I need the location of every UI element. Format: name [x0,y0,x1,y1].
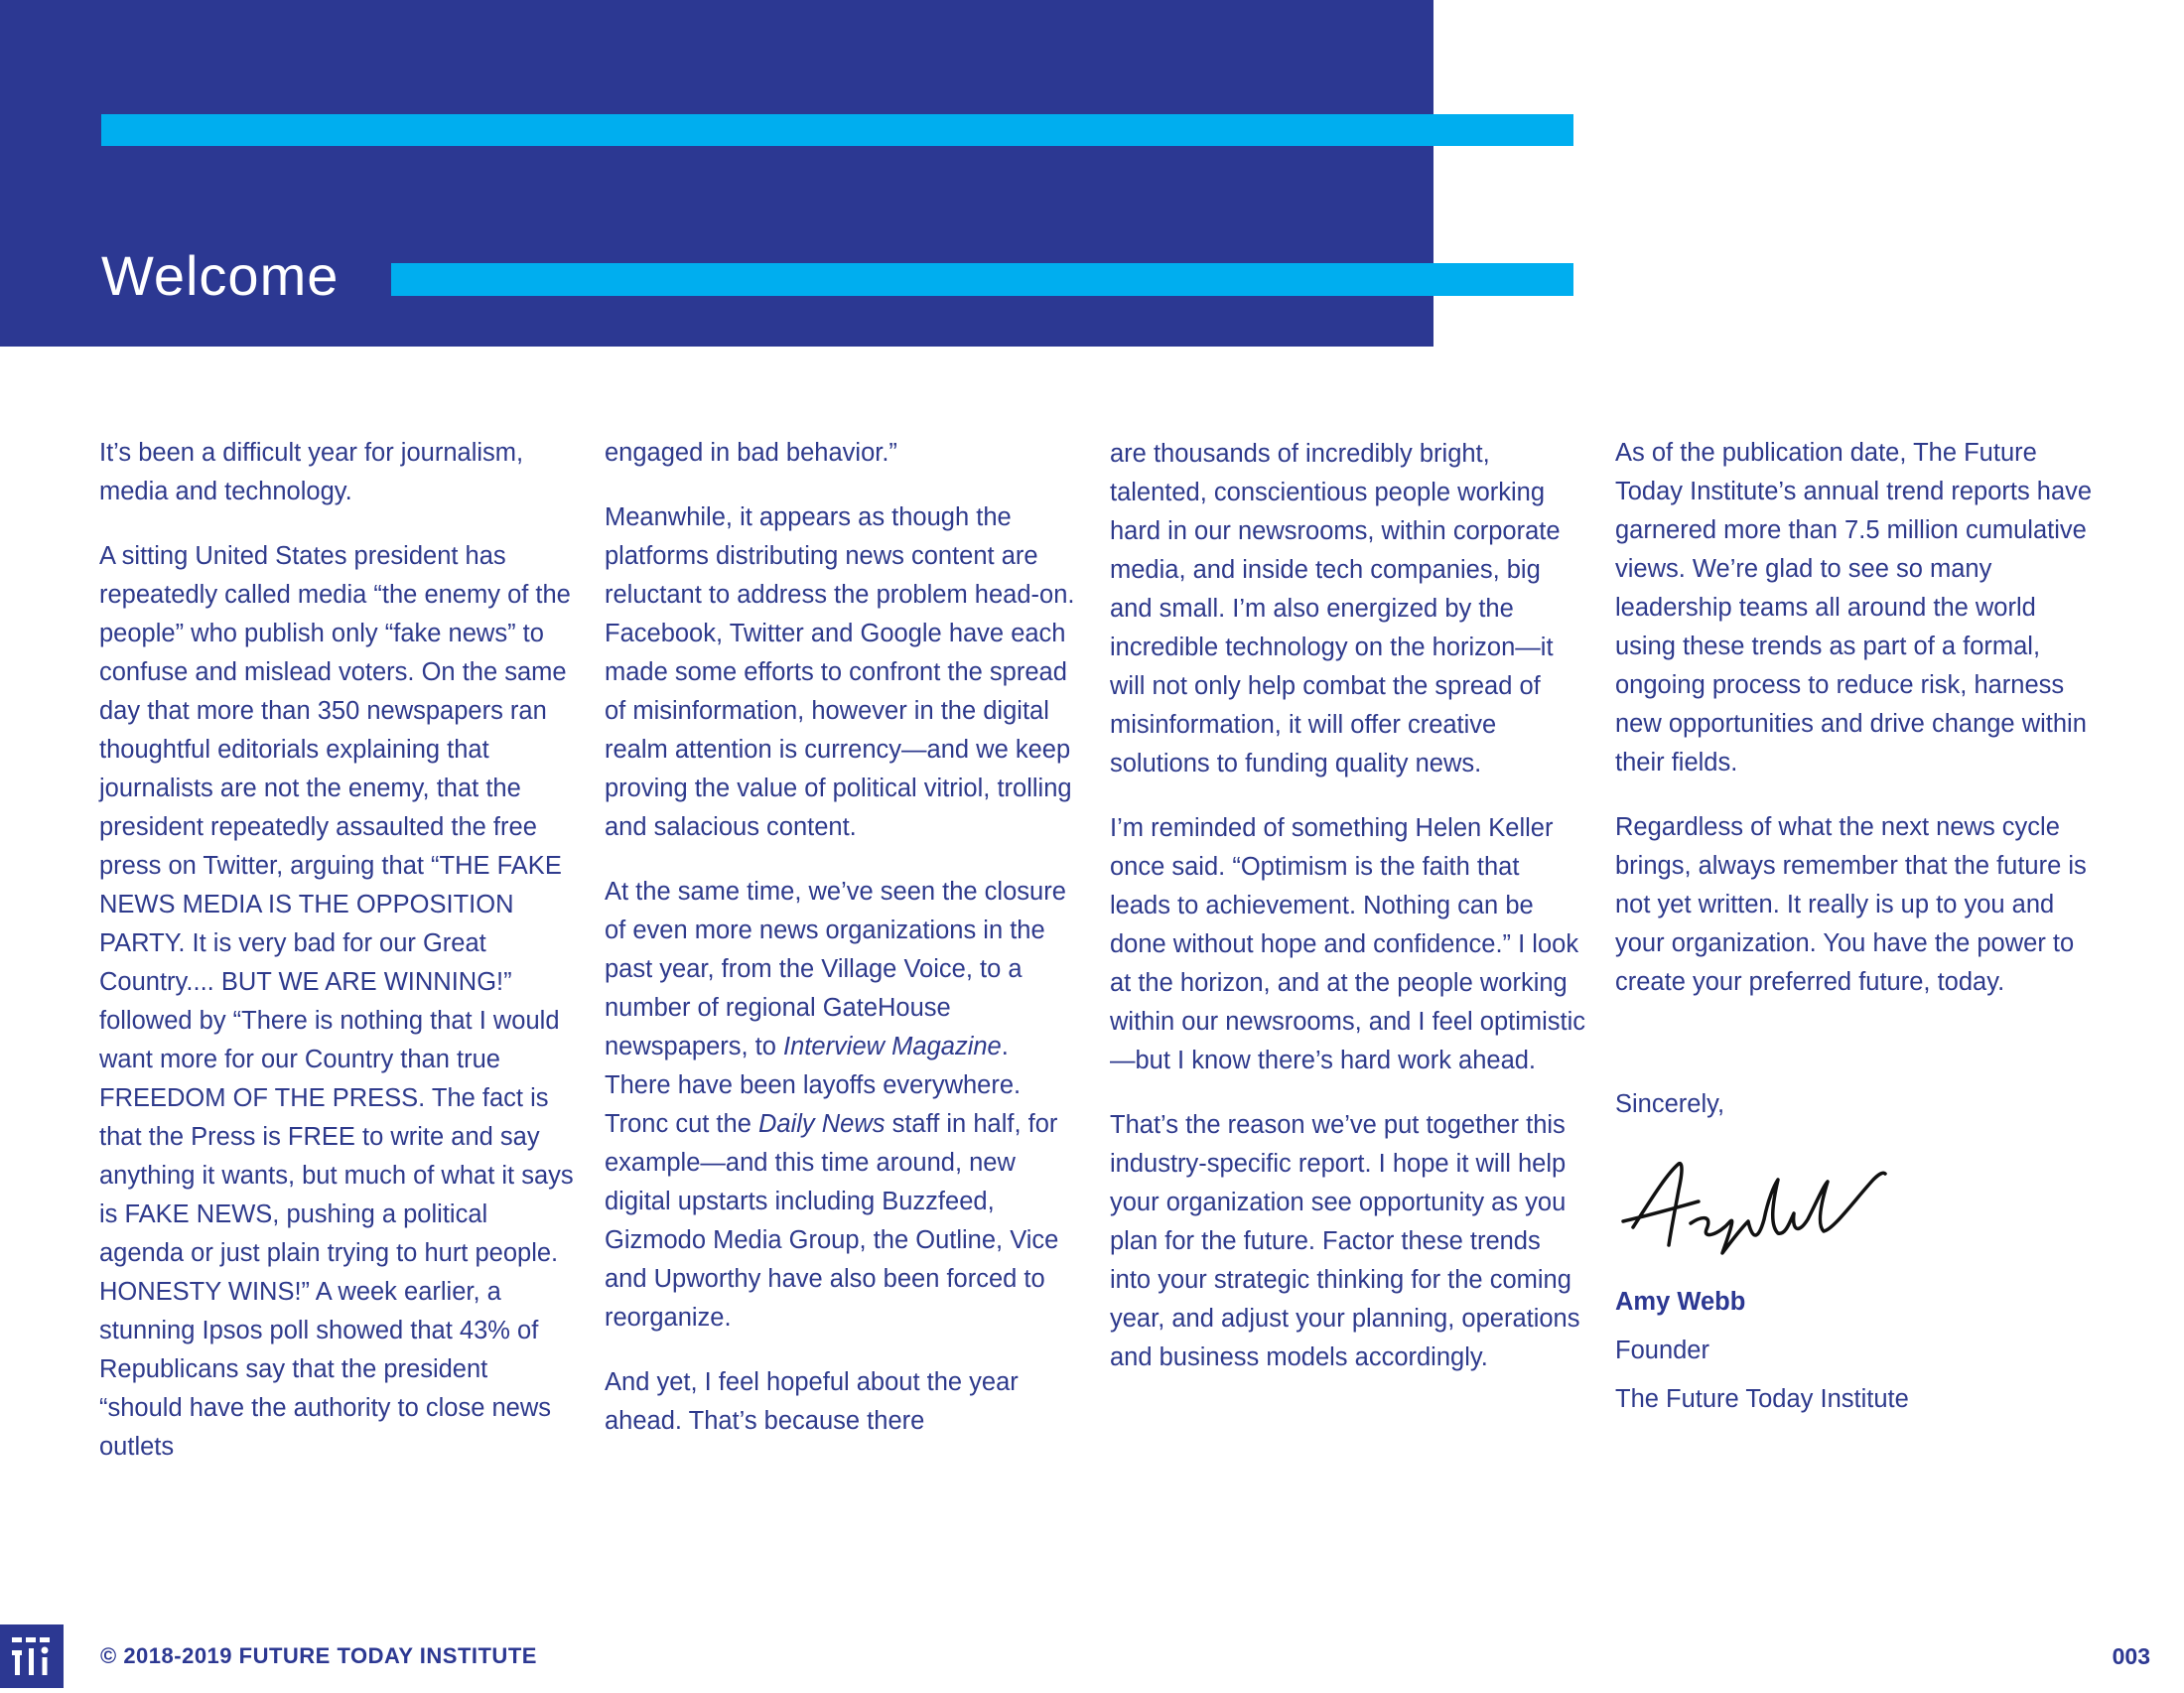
italic-title: Interview Magazine [783,1033,1002,1060]
page-title: Welcome [101,244,340,307]
fti-logo-icon [0,1624,64,1688]
paragraph: are thousands of incredibly bright, talented, conscientious people working hard in our newsrooms, within corporate media, and inside tech companies, big and small. I’m also energized by the incredible technology on the horizon—it will not only help combat the spread of misinformation, it will offer creative solutions to funding quality news. [1110,440,1561,777]
text-column-1 [99,434,576,1492]
paragraph: Meanwhile, it appears as though the platforms distributing news content are reluctant to address the problem head-on. Facebook, Twitter and Google have each made some efforts to confront the spread of misinformation, however in the digital realm attention is currency—and we keep proving the value of political vitriol, trolling and salacious content. [605,503,1075,841]
text-column-3 [1110,434,1586,1403]
paragraph: As of the publication date, The Future Today Institute’s annual trend reports have garnered more than 7.5 million cumulative views. We’re glad to see so many leadership teams all around the world using these trends as part of a formal, ongoing process to reduce risk, harness new opportunities and drive change within their fields. [1615,439,2093,776]
signer-name: Amy Webb [1615,1288,1746,1316]
closing: Sincerely, [1615,1090,1725,1118]
footer-copyright: © 2018-2019 FUTURE TODAY INSTITUTE [100,1643,537,1668]
text-column-2 [605,434,1081,1467]
paragraph: And yet, I feel hopeful about the year ahead. That’s because there [605,1368,1019,1435]
text-column-4 [1615,434,2102,1429]
paragraph: It’s been a difficult year for journalism, media and technology. [99,439,524,505]
paragraph: Regardless of what the next news cycle brings, always remember that the future is not yet written. It really is up to you and your organization. You have the power to create your preferred future, today. [1615,813,2087,996]
accent-bar-top [101,114,1573,146]
signer-organization: The Future Today Institute [1615,1385,1909,1413]
paragraph: A sitting United States president has repeatedly called media “the enemy of the people” who publish only “fake news” to confuse and mislead voters. On the same day that more than 350 newspapers ran thoughtful editorials explaining that journalists are not the enemy, that the president repeatedly assaulted the free press on Twitter, arguing that “THE FAKE NEWS MEDIA IS THE OPPOSITION PARTY. It is very bad for our Great Country.... BUT WE ARE WINNING!” followed by “There is nothing that I would want more for our Country than true FREEDOM OF THE PRESS. The fact is that the Press is FREE to write and say anything it wants, but much of what it says is FAKE NEWS, pushing a political agenda or just plain trying to hurt people. HONESTY WINS!” A week earlier, a stunning Ipsos poll showed that 43% of Republicans say that the president “should have the authority to close news outlets [99,542,574,1461]
paragraph-text: staff in half, for example—and this time around, new digital upstarts including Buzzfeed, Gizmodo Media Group, the Outline, Vice and Upworthy have also been forced to reorganize. [605,1110,1059,1332]
paragraph: That’s the reason we’ve put together this industry-specific report. I hope it will help your organization see opportunity as you plan for the future. Factor these trends into your strategic thinking for the coming year, and adjust your planning, operations and business models accordingly. [1110,1111,1580,1371]
paragraph: engaged in bad behavior.” [605,439,897,467]
signature-image [1619,1150,1887,1259]
accent-bar-title [391,263,1573,296]
paragraph-text: . There have been layoffs everywhere. Tronc cut the [605,1033,1022,1138]
paragraph [605,873,1081,1338]
paragraph: I’m reminded of something Helen Keller once said. “Optimism is the faith that leads to achievement. Nothing can be done without hope and confidence.” I look at the horizon, and at the people working within our newsrooms, and I feel optimistic—but I know there’s hard work ahead. [1110,814,1586,1074]
page-number: 003 [2112,1643,2150,1669]
italic-title: Daily News [757,1110,886,1138]
signer-role: Founder [1615,1337,1709,1364]
paragraph-text: At the same time, we’ve seen the closure of even more news organizations in the past year, from the Village Voice, to a number of regional GateHouse newspapers, to [605,878,1066,1060]
